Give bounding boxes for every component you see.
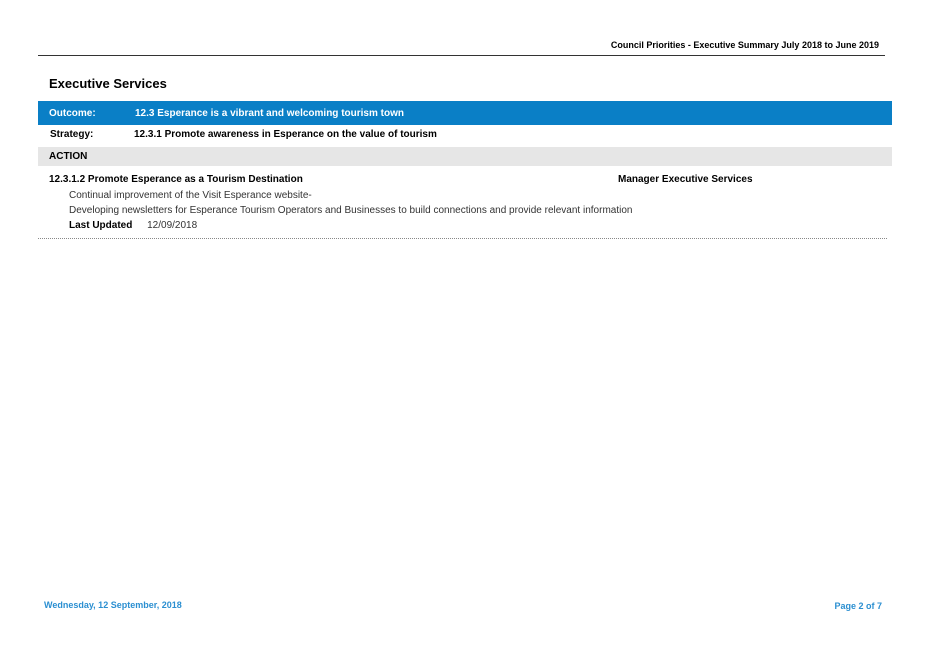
last-updated-label: Last Updated	[69, 220, 133, 231]
strategy-label: Strategy:	[50, 129, 94, 140]
strategy-value: 12.3.1 Promote awareness in Esperance on the value of tourism	[134, 129, 437, 140]
outcome-label: Outcome:	[49, 108, 96, 119]
action-description-line: Continual improvement of the Visit Esperance website-	[69, 190, 312, 201]
footer-date: Wednesday, 12 September, 2018	[44, 600, 182, 610]
action-title: 12.3.1.2 Promote Esperance as a Tourism Destination	[49, 174, 303, 185]
strategy-row	[38, 124, 892, 146]
outcome-bar	[38, 101, 892, 125]
last-updated	[69, 220, 197, 231]
action-header-bar	[38, 147, 892, 166]
action-owner: Manager Executive Services	[618, 174, 753, 185]
section-title: Executive Services	[49, 76, 167, 91]
footer-page-number: Page 2 of 7	[834, 601, 882, 611]
action-description-line: Developing newsletters for Esperance Tourism Operators and Businesses to build connections and provide relevant information	[69, 205, 633, 216]
action-divider	[38, 238, 887, 239]
report-header-title: Council Priorities - Executive Summary July 2018 to June 2019	[610, 40, 879, 50]
last-updated-value: 12/09/2018	[147, 220, 198, 231]
header-divider	[38, 55, 885, 56]
action-header-label: ACTION	[49, 151, 88, 162]
outcome-value: 12.3 Esperance is a vibrant and welcoming tourism town	[135, 108, 404, 119]
